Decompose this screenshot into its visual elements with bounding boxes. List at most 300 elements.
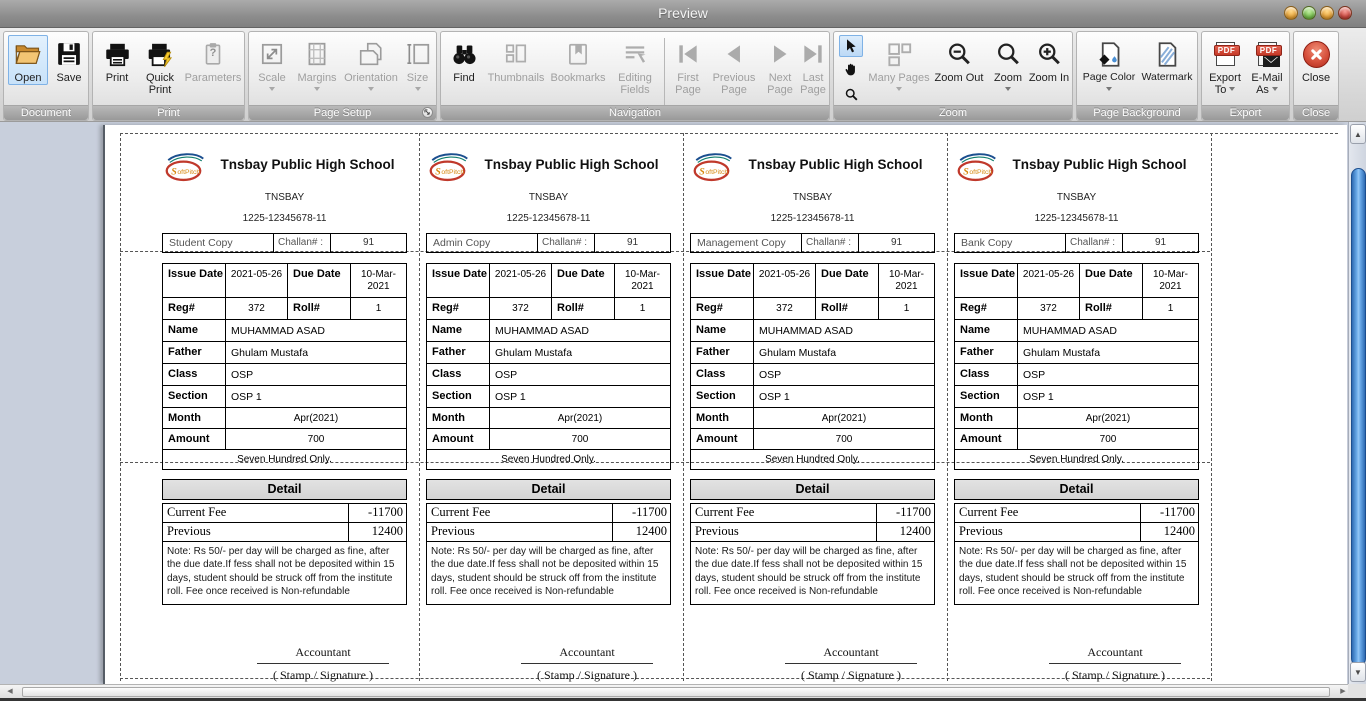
campus-name: TNSBAY (792, 192, 833, 203)
challan-header (690, 151, 935, 187)
email-pdf-badge: PDF (1256, 45, 1282, 56)
table-row (691, 385, 934, 407)
challan-number-label: Challan# : (537, 234, 595, 252)
report-page (103, 125, 1347, 684)
previous-page-button[interactable] (709, 35, 759, 98)
size-dropdown-caret (415, 87, 421, 94)
open-folder-icon (13, 39, 43, 69)
window-minimize-button[interactable] (1284, 6, 1298, 20)
month-value: Apr(2021) (225, 408, 406, 428)
email-as-dropdown-caret (1272, 87, 1278, 94)
section-label: Section (960, 390, 1000, 402)
first-page-button[interactable] (669, 35, 707, 98)
account-number: 1225-12345678-11 (1034, 213, 1119, 224)
table-row (427, 297, 670, 319)
parameters-button[interactable] (184, 35, 242, 85)
detail-row (427, 504, 670, 522)
amount-value: 700 (753, 429, 934, 449)
orientation-button[interactable] (342, 35, 400, 95)
many-pages-dropdown-caret (896, 87, 902, 94)
table-row (691, 407, 934, 428)
detail-table (426, 503, 671, 605)
reg-label: Reg# (168, 302, 195, 314)
detail-row-label: Previous (695, 524, 739, 538)
issue-date-value: 2021-05-26 (753, 264, 816, 297)
export-to-label-line2 (1215, 84, 1236, 96)
month-label: Month (696, 412, 729, 424)
father-value: Ghulam Mustafa (225, 342, 406, 363)
issue-date-label: Issue Date (432, 268, 488, 280)
copy-row (162, 233, 407, 253)
table-row (955, 297, 1198, 319)
many-pages-icon (884, 39, 914, 69)
detail-row-label: Previous (431, 524, 475, 538)
copy-label: Student Copy (169, 237, 233, 249)
bookmarks-icon (563, 39, 593, 69)
detail-row-value: -11700 (876, 504, 934, 522)
month-value: Apr(2021) (489, 408, 670, 428)
class-value: OSP (489, 364, 670, 385)
section-label: Section (432, 390, 472, 402)
signature-title: Accountant (521, 645, 653, 664)
group-caption-zoom: Zoom (834, 105, 1072, 120)
fee-challan (162, 135, 407, 683)
reg-label: Reg# (696, 302, 723, 314)
school-logo (954, 151, 1000, 183)
orientation-icon (356, 39, 386, 69)
hand-tool-button[interactable] (839, 59, 863, 81)
detail-row-label: Current Fee (167, 505, 227, 519)
export-pdf-icon (1210, 39, 1240, 69)
reg-label: Reg# (960, 302, 987, 314)
quick-print-label: Quick Print (145, 72, 175, 97)
many-pages-button[interactable] (867, 35, 931, 95)
svg-text:S: S (699, 166, 705, 178)
first-page-label: First Page (675, 72, 701, 97)
challan-number-value: 91 (890, 237, 903, 248)
copy-row (426, 233, 671, 253)
roll-label: Roll# (821, 302, 848, 314)
watermark-button[interactable] (1137, 35, 1197, 85)
svg-text:oftPitch: oftPitch (177, 168, 201, 176)
challan-number-label: Challan# : (273, 234, 331, 252)
table-row (163, 363, 406, 385)
class-label: Class (696, 368, 726, 380)
table-row (427, 319, 670, 341)
scrollbar-corner (1348, 684, 1366, 698)
vertical-scrollbar[interactable] (1348, 122, 1366, 684)
scale-button[interactable] (252, 35, 292, 95)
school-name: Tnsbay Public High School (220, 157, 395, 172)
thumbnails-button[interactable] (485, 35, 547, 85)
title-bar (0, 0, 1366, 28)
group-close (1293, 31, 1339, 121)
detail-row-label: Previous (167, 524, 211, 538)
group-export (1201, 31, 1290, 121)
email-as-label-line2 (1256, 84, 1278, 96)
challan-number-value: 91 (626, 237, 639, 248)
table-row (427, 385, 670, 407)
detail-header: Detail (426, 479, 671, 500)
zoom-icon (993, 39, 1023, 69)
name-value: MUHAMMAD ASAD (225, 320, 406, 341)
due-date-value: 10-Mar-2021 (614, 264, 670, 297)
email-as-button[interactable] (1246, 35, 1288, 98)
table-row (955, 407, 1198, 428)
fee-challan (954, 135, 1199, 683)
parameters-question-glyph: ? (209, 47, 217, 59)
print-label: Print (105, 72, 129, 84)
name-value: MUHAMMAD ASAD (489, 320, 670, 341)
table-row (163, 407, 406, 428)
table-row (163, 297, 406, 319)
detail-header: Detail (162, 479, 407, 500)
fine-note: Note: Rs 50/- per day will be charged as fine, after the due date.If fess shall not be deposited within 15 days, student should be struck off from the institute roll. Fee once received is Non-refundable (163, 541, 406, 604)
zoom-in-icon (1034, 39, 1064, 69)
copy-row (954, 233, 1199, 253)
last-page-icon (798, 39, 828, 69)
next-page-icon (765, 39, 795, 69)
scroll-left-button[interactable]: ◀ (7, 688, 13, 695)
bookmarks-label: Bookmarks (550, 72, 606, 84)
page-setup-caption-text: Page Setup (313, 107, 372, 119)
svg-text:oftPitch: oftPitch (969, 168, 993, 176)
month-label: Month (432, 412, 465, 424)
father-label: Father (432, 346, 466, 358)
name-label: Name (168, 324, 198, 336)
orientation-label: Orientation (344, 72, 398, 84)
magnifier-tool-button[interactable] (839, 83, 863, 105)
page-color-button[interactable] (1079, 35, 1139, 95)
thumbnails-label: Thumbnails (487, 72, 545, 84)
issue-date-label: Issue Date (696, 268, 752, 280)
roll-value: 1 (1142, 298, 1198, 319)
amount-value: 700 (225, 429, 406, 449)
student-info-table (690, 263, 935, 470)
vertical-scroll-thumb[interactable] (1351, 168, 1366, 666)
group-document (3, 31, 89, 121)
export-to-dropdown-caret (1229, 87, 1235, 94)
amount-label: Amount (432, 433, 474, 445)
export-to-label-line1: Export (1209, 72, 1241, 84)
last-page-label: Last Page (800, 72, 826, 97)
group-page-setup (248, 31, 437, 121)
signature-caption: ( Stamp / Signature ) (1065, 667, 1165, 682)
father-label: Father (168, 346, 202, 358)
table-row (427, 407, 670, 428)
month-value: Apr(2021) (753, 408, 934, 428)
detail-row-label: Current Fee (695, 505, 755, 519)
due-date-value: 10-Mar-2021 (350, 264, 406, 297)
detail-row (691, 504, 934, 522)
table-row (163, 319, 406, 341)
table-row (163, 428, 406, 449)
quick-print-icon (145, 39, 175, 69)
fine-note: Note: Rs 50/- per day will be charged as fine, after the due date.If fess shall not be deposited within 15 days, student should be struck off from the institute roll. Fee once received is Non-refundable (691, 541, 934, 604)
pointer-icon (843, 38, 859, 54)
envelope-icon (1263, 56, 1280, 67)
reg-label: Reg# (432, 302, 459, 314)
many-pages-label: Many Pages (868, 72, 930, 84)
bookmarks-button[interactable] (548, 35, 608, 85)
page-setup-dialog-launcher[interactable] (422, 107, 433, 118)
pdf-badge: PDF (1214, 45, 1240, 56)
last-page-button[interactable] (797, 35, 829, 98)
signature-block (521, 645, 653, 683)
name-label: Name (696, 324, 726, 336)
roll-value: 1 (350, 298, 406, 319)
reg-value: 372 (753, 298, 816, 319)
due-date-value: 10-Mar-2021 (878, 264, 934, 297)
find-button[interactable] (445, 35, 483, 85)
signature-caption: ( Stamp / Signature ) (537, 667, 637, 682)
window-close-button[interactable] (1338, 6, 1352, 20)
save-floppy-icon (54, 39, 84, 69)
editing-fields-button[interactable] (610, 35, 660, 98)
table-row (691, 363, 934, 385)
zoom-label: Zoom (993, 72, 1023, 84)
parameters-icon (198, 39, 228, 69)
hand-icon (843, 62, 859, 78)
window-restore-button[interactable] (1320, 6, 1334, 20)
section-label: Section (696, 390, 736, 402)
svg-text:S: S (171, 166, 177, 178)
close-preview-button[interactable] (1296, 35, 1336, 85)
detail-row (163, 522, 406, 541)
quick-print-button[interactable] (138, 35, 182, 98)
margins-icon (302, 39, 332, 69)
group-caption-document: Document (4, 105, 88, 120)
zoom-out-button[interactable] (932, 35, 986, 85)
table-row (427, 363, 670, 385)
signature-title: Accountant (257, 645, 389, 664)
table-row (955, 264, 1198, 297)
school-logo (426, 151, 472, 183)
detail-table (162, 503, 407, 605)
table-row (427, 341, 670, 363)
issue-date-value: 2021-05-26 (225, 264, 288, 297)
scroll-up-button[interactable]: ▲ (1350, 124, 1366, 144)
challan-header (162, 151, 407, 187)
student-info-table (162, 263, 407, 470)
due-date-value: 10-Mar-2021 (1142, 264, 1198, 297)
issue-date-label: Issue Date (168, 268, 224, 280)
roll-label: Roll# (557, 302, 584, 314)
copy-label: Bank Copy (961, 237, 1013, 249)
group-zoom (833, 31, 1073, 121)
detail-table (690, 503, 935, 605)
print-button[interactable] (98, 35, 136, 85)
svg-text:S: S (963, 166, 969, 178)
group-caption-print: Print (93, 105, 244, 120)
amount-label: Amount (168, 433, 210, 445)
table-row (955, 341, 1198, 363)
next-page-button[interactable] (761, 35, 799, 98)
section-value: OSP 1 (1017, 386, 1198, 407)
name-label: Name (960, 324, 990, 336)
detail-row-value: -11700 (1140, 504, 1198, 522)
school-name: Tnsbay Public High School (484, 157, 659, 172)
challan-strip (162, 135, 1218, 683)
preview-canvas (0, 122, 1366, 684)
amount-in-words: Seven Hundred Only. (427, 449, 670, 469)
watermark-icon (1152, 39, 1182, 69)
issue-date-value: 2021-05-26 (1017, 264, 1080, 297)
group-navigation (440, 31, 830, 121)
group-caption-close: Close (1294, 105, 1338, 120)
amount-in-words: Seven Hundred Only. (691, 449, 934, 469)
amount-value: 700 (1017, 429, 1198, 449)
parameters-label: Parameters (184, 72, 242, 84)
previous-page-label: Previous Page (712, 72, 756, 97)
zoom-button[interactable] (988, 35, 1028, 95)
table-row (691, 319, 934, 341)
close-icon (1301, 39, 1331, 69)
zoom-dropdown-caret (1005, 87, 1011, 94)
section-value: OSP 1 (225, 386, 406, 407)
school-logo (162, 151, 208, 183)
signature-title: Accountant (785, 645, 917, 664)
scale-dropdown-caret (269, 87, 275, 94)
student-info-table (426, 263, 671, 470)
pointer-tool-button[interactable] (839, 35, 863, 57)
amount-in-words: Seven Hundred Only. (955, 449, 1198, 469)
due-date-label: Due Date (293, 268, 341, 280)
margins-button[interactable] (293, 35, 341, 95)
open-button[interactable] (8, 35, 48, 85)
close-label: Close (1301, 72, 1331, 84)
section-value: OSP 1 (753, 386, 934, 407)
account-number: 1225-12345678-11 (242, 213, 327, 224)
page-color-icon (1094, 39, 1124, 69)
section-value: OSP 1 (489, 386, 670, 407)
roll-value: 1 (614, 298, 670, 319)
scale-icon (257, 39, 287, 69)
horizontal-scrollbar[interactable] (0, 684, 1366, 698)
detail-row-value: -11700 (612, 504, 670, 522)
detail-row-label: Current Fee (959, 505, 1019, 519)
zoom-in-label: Zoom In (1028, 72, 1070, 84)
father-value: Ghulam Mustafa (489, 342, 670, 363)
email-as-label-line2-text: As (1256, 84, 1269, 97)
amount-value: 700 (489, 429, 670, 449)
margins-dropdown-caret (314, 87, 320, 94)
school-name: Tnsbay Public High School (1012, 157, 1187, 172)
detail-row-label: Previous (959, 524, 1003, 538)
margin-dash-top (120, 133, 1338, 134)
navigation-separator (664, 38, 665, 110)
class-label: Class (960, 368, 990, 380)
magnifier-icon (844, 87, 859, 102)
signature-block (785, 645, 917, 683)
table-row (163, 264, 406, 297)
table-row (955, 363, 1198, 385)
find-label: Find (453, 72, 475, 84)
student-info-table (954, 263, 1199, 470)
school-name: Tnsbay Public High School (748, 157, 923, 172)
group-print (92, 31, 245, 121)
campus-name: TNSBAY (528, 192, 569, 203)
campus-name: TNSBAY (1056, 192, 1097, 203)
page-color-label: Page Color (1082, 71, 1136, 83)
challan-number-value: 91 (1154, 237, 1167, 248)
table-row (691, 264, 934, 297)
amount-in-words: Seven Hundred Only. (163, 449, 406, 469)
margin-dash-left (120, 133, 121, 681)
group-caption-page-background: Page Background (1077, 105, 1197, 120)
roll-label: Roll# (293, 302, 320, 314)
section-label: Section (168, 390, 208, 402)
size-label: Size (406, 72, 429, 84)
account-number: 1225-12345678-11 (506, 213, 591, 224)
detail-row (691, 522, 934, 541)
amount-label: Amount (960, 433, 1002, 445)
zoom-in-button[interactable] (1026, 35, 1072, 85)
month-value: Apr(2021) (1017, 408, 1198, 428)
detail-row-value: 12400 (876, 523, 934, 541)
account-number: 1225-12345678-11 (770, 213, 855, 224)
scroll-down-button[interactable]: ▼ (1350, 662, 1366, 682)
email-pdf-icon (1252, 39, 1282, 69)
orientation-dropdown-caret (368, 87, 374, 94)
detail-row (955, 522, 1198, 541)
size-button[interactable] (400, 35, 435, 95)
zoom-out-label: Zoom Out (934, 72, 984, 84)
roll-label: Roll# (1085, 302, 1112, 314)
due-date-label: Due Date (1085, 268, 1133, 280)
editing-fields-icon (620, 39, 650, 69)
next-page-label: Next Page (767, 72, 793, 97)
svg-text:S: S (435, 166, 441, 178)
copy-row (690, 233, 935, 253)
ribbon-toolbar (0, 28, 1366, 122)
table-row (955, 319, 1198, 341)
copy-label: Management Copy (697, 237, 786, 249)
name-value: MUHAMMAD ASAD (1017, 320, 1198, 341)
detail-row-value: -11700 (348, 504, 406, 522)
previous-page-icon (719, 39, 749, 69)
printer-icon (102, 39, 132, 69)
fee-challan (690, 135, 935, 683)
copy-label: Admin Copy (433, 237, 491, 249)
detail-row-value: 12400 (348, 523, 406, 541)
reg-value: 372 (489, 298, 552, 319)
month-label: Month (168, 412, 201, 424)
table-row (955, 385, 1198, 407)
table-row (691, 341, 934, 363)
scroll-right-button[interactable]: ▶ (1340, 688, 1346, 695)
signature-caption: ( Stamp / Signature ) (801, 667, 901, 682)
challan-header (426, 151, 671, 187)
father-label: Father (960, 346, 994, 358)
father-value: Ghulam Mustafa (753, 342, 934, 363)
horizontal-scroll-thumb[interactable] (22, 687, 1330, 697)
export-to-label-line2-text: To (1214, 84, 1227, 97)
save-button[interactable] (50, 35, 88, 85)
svg-text:oftPitch: oftPitch (441, 168, 465, 176)
size-icon (403, 39, 433, 69)
issue-date-label: Issue Date (960, 268, 1016, 280)
challan-header (954, 151, 1199, 187)
detail-row (163, 504, 406, 522)
table-row (691, 297, 934, 319)
signature-caption: ( Stamp / Signature ) (273, 667, 373, 682)
window-maximize-button[interactable] (1302, 6, 1316, 20)
export-to-button[interactable] (1204, 35, 1246, 98)
class-value: OSP (753, 364, 934, 385)
table-row (163, 341, 406, 363)
class-value: OSP (225, 364, 406, 385)
